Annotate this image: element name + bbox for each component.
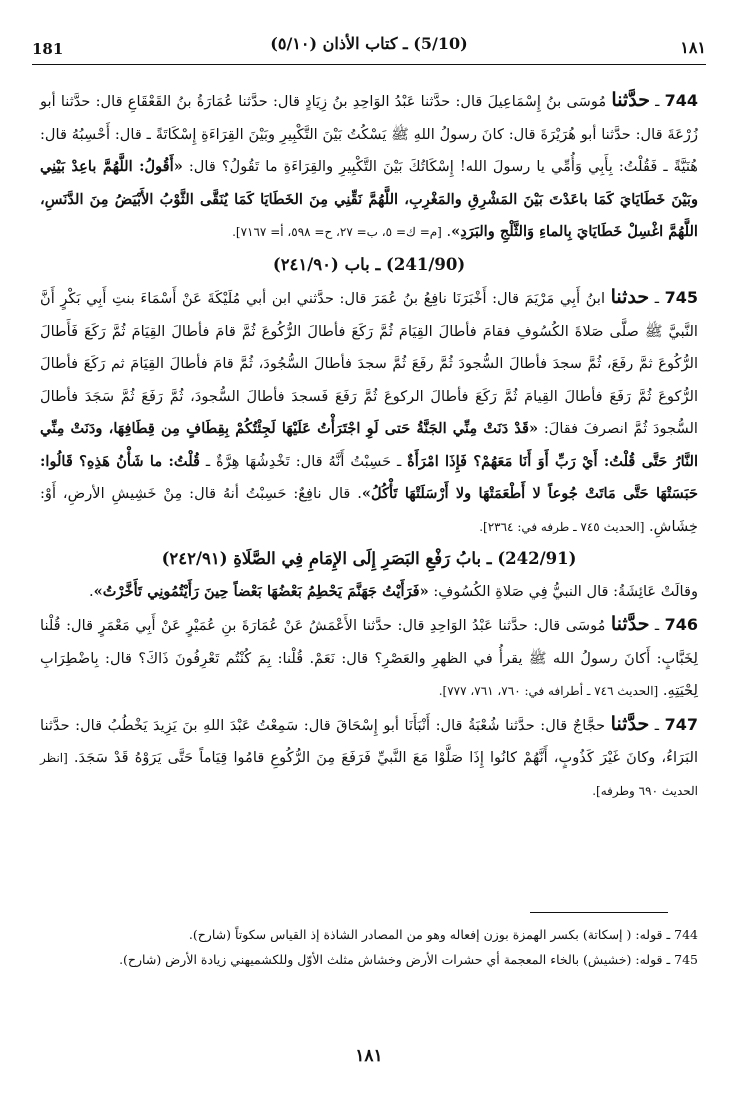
haddathana: حدَّثنا bbox=[610, 613, 650, 635]
cross-reference: [م= ك= ٥، ب= ٢٧، ح= ٥٩٨، أ= ٧١٦٧]. bbox=[232, 225, 442, 239]
footnote-term: ( إسكاتة) bbox=[582, 927, 632, 942]
dash: ـ bbox=[649, 716, 665, 734]
cross-reference: [الحديث ٧٤٦ ـ أطرافه في: ٧٦٠، ٧٦١، ٧٧٧]. bbox=[438, 684, 659, 698]
hadith-744 bbox=[40, 84, 698, 249]
chapter-heading: (242/91) ـ بابُ رَفْعِ البَصَرِ إِلَى الإِمَامِ فِي الصَّلَاةِ (٢٤٢/٩١) bbox=[161, 549, 577, 568]
hadith-number: 745 bbox=[664, 288, 698, 307]
chapter-heading: (241/90) ـ باب (٢٤١/٩٠) bbox=[272, 254, 466, 274]
haddathana: حدَّثنا bbox=[611, 89, 650, 111]
hadith-number: 744 bbox=[664, 91, 698, 110]
hadith-746 bbox=[40, 608, 698, 708]
page-number-latin: 181 bbox=[32, 40, 64, 58]
running-header bbox=[32, 30, 706, 64]
hadith-text: مُوسَى قال: حدَّثنا عَبْدُ الوَاحِدِ قال: حدَّثنا الأَعْمَشُ عَنْ عُمَارَةَ بنِ عُمَيْرٍ عَنْ أَبِي مَعْمَرٍ قال: قُلْنا لِخَبَّابٍ: أَكانَ رسولُ الله ﷺ يقرأُ في الظهرِ والعَصْرِ؟ قال: نَعَمْ. قُلْنا: بِمَ كُنْتُم تَعْرِفُونَ ذَاكَ؟ قال: بِاضْطِرَابِ لِحْيَتِهِ. bbox=[40, 617, 698, 699]
prophet-quote: «أَقُولُ: اللَّهُمَّ باعِدْ بَيْنِي وبَيْنَ خَطَايَايَ كَمَا باعَدْتَ بَيْنَ المَشْرِقِ والمَغْرِبِ، اللَّهُمَّ نَقِّنِي مِنَ الخَطَايَا كَمَا يُنَقَّى الثَّوْبُ الأَبْيَضُ مِنَ الدَّنَسِ، اللَّهُمَّ اغْسِلْ خَطَايَايَ بِالماءِ وَالثَّلْجِ والبَرَدِ» bbox=[40, 158, 698, 240]
footnote-rule bbox=[530, 912, 668, 913]
dash: ـ bbox=[649, 617, 665, 634]
hadith-text: حجَّاجٌ قال: حدَّثنا شُعْبَةُ قال: أَنْبَأَنَا أبو إِسْحَاقَ قال: سَمِعْتُ عَبْدَ اللهِ بنَ يَزِيدَ يَخْطُبُ قال: حدَّثنا البَرَاءُ، وكانَ غَيْرَ كَذُوبٍ، أَنَّهُمْ كانُوا إِذَا صَلَّوْا مَعَ النَّبيِّ فَرَفَعَ مِنَ الرُّكُوعِ قامُوا قِيَاماً حَتَّى يَرَوْهُ قَدْ سَجَدَ. bbox=[40, 716, 698, 766]
punct: . bbox=[441, 223, 452, 240]
hadith-text: مُوسَى بنُ إِسْمَاعِيلَ قال: حدَّثنا عَبْدُ الوَاحِدِ بنُ زِيَادٍ قال: حدَّثنا عُمَارَةُ بنُ القَعْقَاعِ قال: حدَّثنا أبو زُرْعَةَ قال: حدَّثنا أبو هُرَيْرَةَ قال: كانَ رسولُ اللهِ ﷺ يَسْكُتُ بَيْنَ التَّكْبِيرِ وبَيْنَ القِرَاءَةِ إِسْكَاتَةً ـ قال: أَحْسِبُهُ قال: هُنَيَّةً ـ فَقُلْتُ: بِأَبِي وَأُمِّي يا رسولَ الله! إِسْكَاتُكَ بَيْنَ التَّكْبِيرِ والقِرَاءَةِ ما تَقُولُ؟ قال: bbox=[40, 93, 698, 175]
cross-reference: [الحديث ٧٤٥ ـ طرفه في: ٢٣٦٤]. bbox=[479, 519, 645, 534]
running-title: (5/10) ـ كتاب الأذان (٥/١٠) bbox=[270, 34, 468, 53]
main-text bbox=[40, 84, 698, 807]
prophet-quote: قُلْتُ: ما شَأْنُ هَذِهِ؟ قَالُوا: حَبَسَتْهَا حَتَّى مَاتَتْ جُوعاً لا أَطْعَمَتْهَا ولا أَرْسَلَتْهَا تَأْكُلُ» bbox=[40, 452, 698, 502]
aisha-narration bbox=[40, 576, 698, 609]
punct: . bbox=[89, 582, 94, 600]
dash: ـ bbox=[649, 290, 665, 307]
haddathana: حدَّثنا bbox=[610, 712, 650, 735]
cross-reference: [انظر الحديث ٦٩٠ وطرفه]. bbox=[40, 751, 698, 798]
footnote bbox=[40, 922, 698, 947]
hadith-text: . قال نافِعٌ: حَسِبْتُ أنهُ قال: مِنْ خَشِيشِ الأرضِ، أَوْ: خِشَاشِ. bbox=[40, 485, 698, 535]
footnote-text: بكسر الهمزة بوزن إفعاله وهو من المصادر الشاذة إذ القياس سكوتاً (شارح). bbox=[188, 927, 583, 942]
page-number-arabic: ١٨١ bbox=[680, 38, 706, 57]
page-footer-number: ١٨١ bbox=[355, 1046, 383, 1066]
footnotes bbox=[40, 922, 698, 972]
narration-text: وقالَتْ عَائِشَةُ: قال النبيُّ فِي صَلاةِ الكُسُوفِ: bbox=[428, 582, 698, 600]
prophet-quote: «فَرَأَيْتُ جَهَنَّمَ يَحْطِمُ بَعْضُهَا بَعْضاً حِينَ رَأَيْتُمُونِي تَأَخَّرْتُ» bbox=[93, 582, 429, 600]
footnote-term: (خشيش) bbox=[583, 952, 632, 967]
footnote bbox=[40, 947, 698, 972]
haddathana: حدثنا bbox=[610, 286, 650, 308]
footnote-text: بالخاء المعجمة أي حشرات الأرض وخشاش مثلث الأوّل وللكشميهني زيادة الأرض (شارح). bbox=[119, 952, 584, 967]
hadith-number: 746 bbox=[664, 615, 698, 634]
prophet-quote: «قَدْ دَنَتْ مِنِّي الجَنَّةُ حَتى لَوِ اجْتَرَأْتُ عَلَيْهَا لَجِئْتُكُمْ بِقِطَافٍ مِن قِطَافِهَا، ودَنَتْ مِنِّي النَّارُ حَتَّى قُلْتُ: أَيْ رَبِّ أَوَ أَنَا مَعَهُمْ؟ فَإِذَا امْرَأَةٌ bbox=[40, 420, 698, 470]
dash: ـ bbox=[649, 93, 665, 110]
hadith-747 bbox=[40, 708, 698, 808]
hadith-number: 747 bbox=[664, 714, 698, 734]
hadith-text: ـ حَسِبْتُ أَنَّهُ قال: تَخْدِشُهَا هِرَّةٌ ـ bbox=[200, 452, 408, 470]
footnote-lead: 744 ـ قوله: bbox=[631, 927, 698, 942]
hadith-745 bbox=[40, 281, 698, 543]
hadith-text: ابنُ أَبِي مَرْيَمَ قال: أَخْبَرَنَا نافِعُ بنُ عُمَرَ قال: حدَّثني ابن أبي مُلَيْكَةَ عَنْ أَسْمَاءَ بنتِ أَبِي بَكْرٍ أَنَّ النَّبيَّ ﷺ صلَّى صَلاةَ الكُسُوفِ فقامَ فأطالَ القِيَامَ ثُمَّ رَكَعَ فأطالَ الرُّكُوعَ ثُمَّ قامَ فأطالَ القِيَامَ ثُمَّ رَكَعَ فَأَطالَ الرُّكُوعَ ثمَّ رفَعَ، ثُمَّ سجدَ فأطالَ السُّجودَ ثُمَّ رفَعَ ثُمَّ سجدَ فأطالَ السُّجُودَ، ثُمَّ قامَ فأطالَ القِيَامَ ثم رَكَعَ فأطالَ الرُّكوعَ ثُمَّ رَفَعَ فأطالَ القِيامَ ثُمَّ رَكَعَ فأطالَ الركوعَ ثُمَّ رَفَعَ فَسجدَ فأطالَ السُّجودَ، ثُمَّ رَفَعَ ثُمَّ سَجَدَ فأطالَ السُّجودَ ثُمَّ انصرفَ فقالَ: bbox=[40, 290, 698, 437]
footnote-lead: 745 ـ قوله: bbox=[631, 952, 698, 967]
header-rule bbox=[32, 64, 706, 65]
